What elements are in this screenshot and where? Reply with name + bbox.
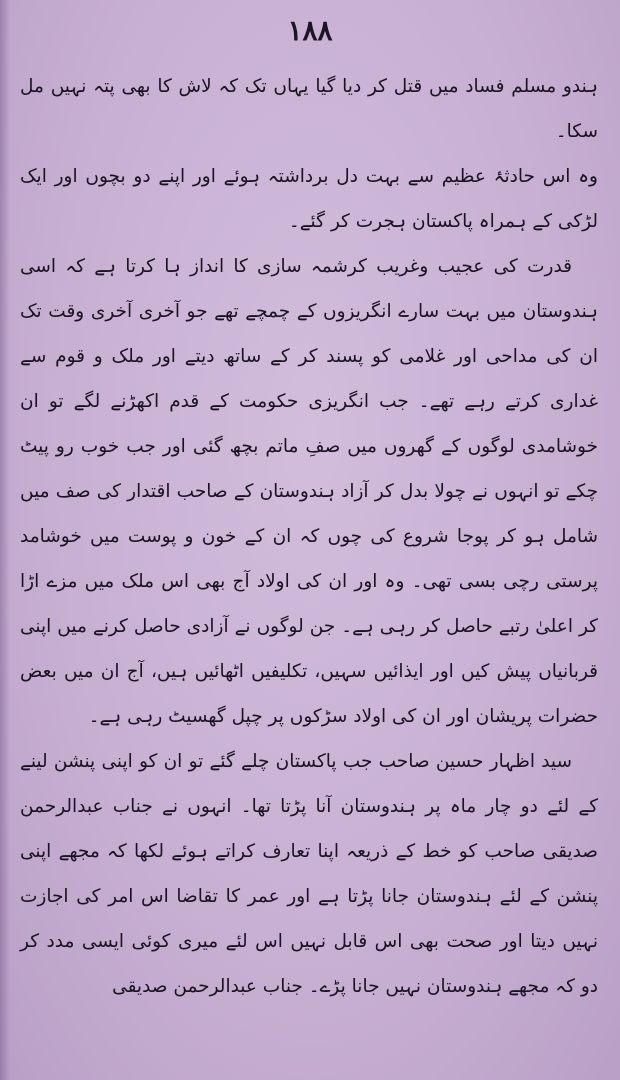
paragraph-1: ہندو مسلم فساد میں قتل کر دیا گیا یہاں تک کہ لاش کا بھی پتہ نہیں مل سکا۔: [20, 76, 598, 142]
body-text: [20, 64, 598, 1009]
page-number: ۱۸۸: [287, 14, 333, 47]
paragraph-2: وہ اس حادثۂ عظیم سے بہت دل برداشتہ ہوئے اور اپنے دو بچوں اور ایک لڑکی کے ہمراہ پاکستان ہجرت کر گئے۔: [20, 166, 598, 232]
page-edge-shadow: [0, 0, 10, 1080]
paragraph-4: سید اظہار حسین صاحب جب پاکستان چلے گئے تو ان کو اپنی پنشن لینے کے لئے دو چار ماہ پر ہندوستان آنا پڑتا تھا۔ انہوں نے جناب عبدالرحمن صدیقی صاحب کو خط کے ذریعہ اپنا تعارف کراتے ہوئے لکھا کہ مجھے اپنی پنشن کے لئے ہندوستان جانا پڑتا ہے اور عمر کا تقاضا اس امر کی اجازت نہیں دیتا اور صحت بھی اس قابل نہیں اس لئے میری کوئی ایسی مدد کر دو کہ مجھے ہندوستان نہیں جانا پڑے۔ جناب عبدالرحمن صدیقی: [20, 751, 598, 997]
paragraph-3: قدرت کی عجیب وغریب کرشمہ سازی کا انداز ہا کرتا ہے کہ اسی ہندوستان میں بہت سارے انگریزوں کے چمچے تھے جو آخری آخری وقت تک ان کی مداحی اور غلامی کو پسند کر کے ساتھ دیتے اور ملک و قوم سے غداری کرتے رہے تھے۔ جب انگریزی حکومت کے قدم اکھڑنے لگے تو ان خوشامدی لوگوں کے گھروں میں صفِ ماتم بچھ گئی اور جب خوب رو پیٹ چکے تو انہوں نے چولا بدل کر آزاد ہندوستان کے صاحب اقتدار کی صف میں شامل ہو کر پوجا شروع کی چوں کہ ان کے خون و پوست میں خوشامد پرستی رچی بسی تھی۔ وہ اور ان کی اولاد آج بھی اس ملک میں مزے اڑا کر اعلیٰ رتبے حاصل کر رہی ہے۔ جن لوگوں نے آزادی حاصل کرنے میں اپنی قربانیاں پیش کیں اور ایذائیں سہیں، تکلیفیں اٹھائیں ہیں، آج ان میں بعض حضرات پریشان اور ان کی اولاد سڑکوں پر چپل گھسیٹ رہی ہے۔: [20, 256, 598, 727]
